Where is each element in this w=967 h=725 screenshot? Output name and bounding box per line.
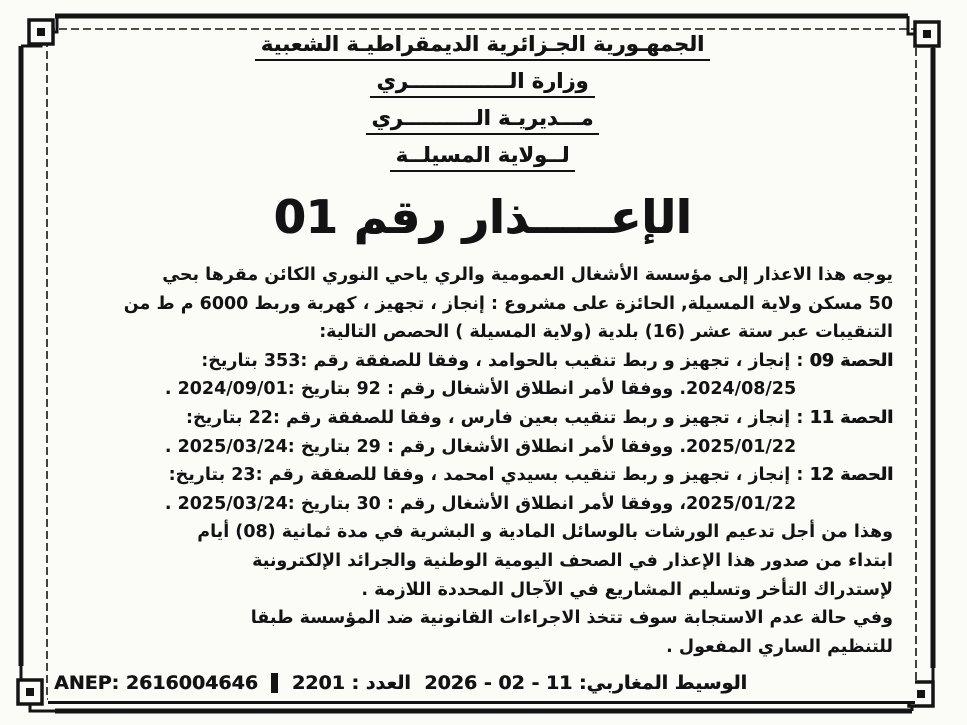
footer-newspaper-date: الوسيط المغاربي: 11 - 02 - 2026 (424, 672, 747, 694)
intro-line: يوجه هذا الاعذار إلى مؤسسة الأشغال العمومية والري ياحي النوري الكائن مقرها بحي (162, 265, 893, 285)
lot-12-label: الحصة 12 (809, 465, 893, 486)
corner-ornament-top-left (29, 20, 53, 44)
closing-line: للتنظيم الساري المفعول . (666, 636, 893, 657)
header-directorate-line (68, 106, 897, 130)
header-republic-text: الجمهـورية الجـزائرية الديمقراطيـة الشعبية (255, 32, 710, 61)
notice-body (68, 261, 897, 661)
closing-line: وهذا من أجل تدعيم الورشات بالوسائل المادية و البشرية في مدة ثمانية (08) أيام (197, 522, 893, 543)
lot-11-label: الحصة 11 (809, 407, 893, 428)
lot-09-continuation: 2024/08/25. ووفقا لأمر انطلاق الأشغال رقم : 92 بتاريخ :2024/09/01 . (164, 379, 797, 400)
header-wilaya-text: لــولاية المسيلــة (390, 143, 576, 172)
lot-09-text: : إنجاز ، تجهيز و ربط تنقيب بالحوامد ، وفقا للصفقة رقم :353 بتاريخ: (201, 350, 810, 371)
closing-line: وفي حالة عدم الاستجابة سوف تتخذ الاجراءات القانونية ضد المؤسسة طبقا (250, 608, 893, 629)
notice-title: الإعـــــذار رقم 01 (273, 190, 692, 244)
lot-12-text: : إنجاز ، تجهيز و ربط تنقيب بسيدي امحمد ، وفقا للصفقة رقم :23 بتاريخ: (168, 465, 810, 486)
header-ministry-line (68, 69, 897, 93)
lot-11-continuation: 2025/01/22. ووفقا لأمر انطلاق الأشغال رقم : 29 بتاريخ :2025/03/24 . (164, 436, 797, 457)
footer-anep-number: ANEP: 2616004646 (54, 672, 258, 694)
corner-ornament-top-right (915, 22, 939, 46)
header-ministry-text: وزارة الــــــــــــــري (370, 69, 594, 98)
lot-12-line (68, 461, 893, 490)
lot-09-line (68, 347, 893, 376)
intro-line: 50 مسكن ولاية المسيلة, الحائزة على مشروع : إنجاز ، تجهيز ، كهربة وربط 6000 م ط من (123, 293, 893, 314)
footer-separator-bar (271, 673, 278, 693)
document-header (68, 32, 897, 167)
notice-content (68, 32, 897, 661)
closing-line: لإستدراك التأخر وتسليم المشاريع في الآجال المحددة اللازمة . (361, 579, 893, 600)
header-republic-line (68, 32, 897, 56)
intro-line: التنقيبات عبر ستة عشر (16) بلدية (ولاية المسيلة ) الحصص التالية: (319, 322, 893, 343)
lot-09-label: الحصة 09 (809, 350, 893, 371)
lot-11-line (68, 404, 893, 433)
footer-bar (48, 668, 915, 704)
header-wilaya-line (68, 143, 897, 167)
header-directorate-text: مـــديريـة الــــــــــري (366, 106, 600, 135)
corner-ornament-bottom-left (18, 680, 42, 704)
closing-line: ابتداء من صدور هذا الإعذار في الصحف اليومية الوطنية والجرائد الإلكترونية (252, 550, 893, 571)
footer-issue-number: العدد : 2201 (291, 672, 411, 694)
lot-12-continuation: 2025/01/22، ووفقا لأمر انطلاق الأشغال رقم : 30 بتاريخ :2025/03/24 . (164, 493, 797, 514)
lot-11-text: : إنجاز ، تجهيز و ربط تنقيب بعين فارس ، وفقا للصفقة رقم :22 بتاريخ: (185, 407, 810, 428)
